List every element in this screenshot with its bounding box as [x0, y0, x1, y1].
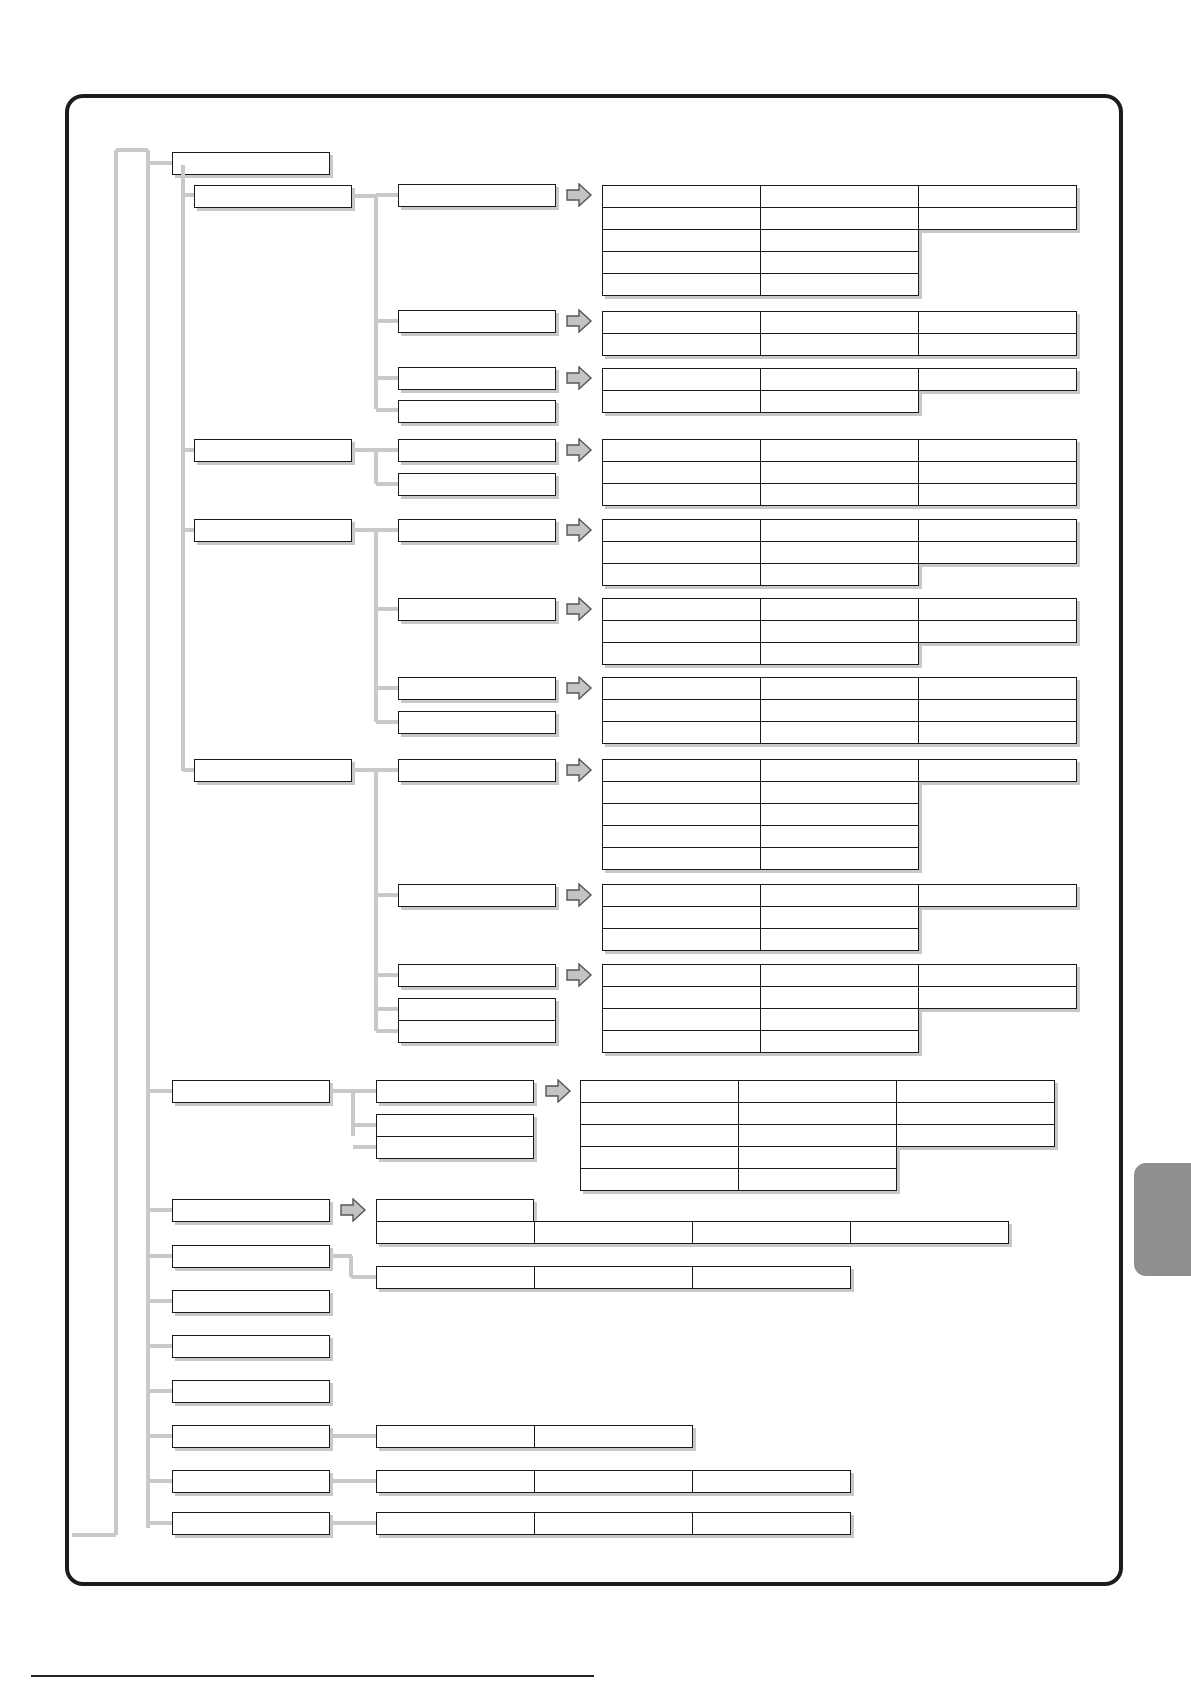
connector-line: [148, 1208, 172, 1212]
grid-cell: [918, 699, 1077, 722]
option-box: [398, 884, 556, 907]
grid-cell: [376, 1266, 535, 1289]
grid-cell: [738, 1102, 897, 1125]
grid-cell: [760, 642, 919, 665]
grid-cell: [602, 847, 761, 870]
grid-cell: [534, 1425, 693, 1448]
connector-line: [116, 148, 148, 152]
grid-cell: [760, 483, 919, 506]
connector-line: [351, 1091, 355, 1136]
grid-cell: [760, 207, 919, 230]
grid-cell: [602, 251, 761, 274]
footer-rule: [31, 1675, 594, 1677]
grid-cell: [602, 964, 761, 987]
connector-line: [330, 1521, 376, 1525]
grid-cell: [602, 906, 761, 929]
option-box: [398, 367, 556, 390]
option-box: [398, 711, 556, 734]
connector-line: [376, 720, 398, 724]
grid-cell: [918, 620, 1077, 643]
connector-line: [148, 1089, 172, 1093]
grid-cell: [760, 906, 919, 929]
grid-cell: [376, 1425, 535, 1448]
grid-cell: [760, 677, 919, 700]
grid-cell: [602, 803, 761, 826]
connector-line: [376, 319, 398, 323]
arrow-right-icon: [566, 183, 594, 207]
grid-cell: [760, 311, 919, 334]
arrow-right-icon: [566, 883, 594, 907]
grid-cell: [738, 1146, 897, 1169]
option-box: [398, 310, 556, 333]
grid-cell: [580, 1080, 739, 1103]
grid-cell: [760, 368, 919, 391]
grid-cell: [918, 964, 1077, 987]
category-box: [172, 1470, 330, 1493]
grid-cell: [602, 229, 761, 252]
connector-line: [148, 1521, 172, 1525]
grid-cell: [760, 563, 919, 586]
category-box: [194, 519, 352, 542]
grid-cell: [918, 439, 1077, 462]
connector-line: [376, 1029, 398, 1033]
arrow-right-icon: [566, 597, 594, 621]
grid-cell: [602, 642, 761, 665]
connector-line: [183, 448, 194, 452]
grid-cell: [692, 1221, 851, 1244]
category-box: [194, 185, 352, 208]
grid-cell: [602, 333, 761, 356]
grid-cell: [918, 598, 1077, 621]
arrow-right-icon: [566, 309, 594, 333]
connector-line: [353, 1123, 376, 1127]
connector-line: [376, 193, 398, 197]
connector-line: [376, 528, 398, 532]
grid-cell: [918, 185, 1077, 208]
connector-line: [353, 1089, 376, 1093]
grid-cell: [602, 185, 761, 208]
option-box: [398, 439, 556, 462]
arrow-right-icon: [566, 963, 594, 987]
option-box: [398, 184, 556, 207]
connector-line: [353, 1145, 376, 1149]
category-box: [172, 1245, 330, 1268]
grid-cell: [602, 311, 761, 334]
grid-cell: [918, 368, 1077, 391]
grid-cell: [760, 964, 919, 987]
grid-cell: [580, 1168, 739, 1191]
option-box: [376, 1080, 534, 1103]
option-box: [398, 964, 556, 987]
connector-line: [351, 1275, 376, 1279]
category-box: [194, 439, 352, 462]
grid-cell: [602, 759, 761, 782]
grid-cell: [760, 251, 919, 274]
category-box: [172, 1425, 330, 1448]
grid-cell: [918, 884, 1077, 907]
connector-line: [183, 528, 194, 532]
option-box: [376, 1114, 534, 1137]
connector-line: [183, 193, 194, 197]
grid-cell: [602, 439, 761, 462]
option-box: [398, 598, 556, 621]
grid-cell: [760, 439, 919, 462]
grid-cell: [760, 273, 919, 296]
grid-cell: [896, 1102, 1055, 1125]
connector-line: [148, 161, 172, 165]
grid-cell: [760, 461, 919, 484]
category-box: [172, 152, 330, 175]
connector-line: [376, 607, 398, 611]
grid-cell: [760, 229, 919, 252]
grid-cell: [760, 884, 919, 907]
grid-cell: [760, 759, 919, 782]
grid-cell: [760, 781, 919, 804]
grid-cell: [760, 847, 919, 870]
grid-cell: [602, 781, 761, 804]
option-box: [398, 759, 556, 782]
connector-line: [148, 1434, 172, 1438]
grid-cell: [918, 461, 1077, 484]
grid-cell: [760, 721, 919, 744]
grid-cell: [602, 519, 761, 542]
option-box: [398, 998, 556, 1021]
connector-line: [376, 1007, 398, 1011]
grid-cell: [602, 721, 761, 744]
option-box: [398, 519, 556, 542]
grid-cell: [580, 1124, 739, 1147]
grid-cell: [760, 803, 919, 826]
grid-cell: [376, 1221, 535, 1244]
arrow-right-icon: [545, 1079, 573, 1103]
grid-cell: [918, 311, 1077, 334]
arrow-right-icon: [340, 1198, 368, 1222]
grid-cell: [760, 699, 919, 722]
grid-cell: [534, 1221, 693, 1244]
connector-line: [72, 1533, 116, 1537]
grid-cell: [918, 333, 1077, 356]
grid-cell: [602, 928, 761, 951]
option-box: [376, 1199, 534, 1222]
grid-cell: [602, 1008, 761, 1031]
category-box: [172, 1080, 330, 1103]
category-box: [172, 1335, 330, 1358]
option-box: [398, 677, 556, 700]
grid-cell: [602, 541, 761, 564]
grid-cell: [602, 483, 761, 506]
grid-cell: [918, 677, 1077, 700]
grid-cell: [602, 598, 761, 621]
grid-cell: [918, 541, 1077, 564]
connector-line: [146, 150, 150, 1528]
grid-cell: [738, 1168, 897, 1191]
grid-cell: [580, 1146, 739, 1169]
grid-cell: [602, 563, 761, 586]
grid-cell: [602, 677, 761, 700]
connector-line: [376, 448, 398, 452]
grid-cell: [760, 928, 919, 951]
grid-cell: [738, 1124, 897, 1147]
connector-line: [114, 150, 118, 1535]
grid-cell: [580, 1102, 739, 1125]
grid-cell: [918, 483, 1077, 506]
connector-line: [376, 686, 398, 690]
connector-line: [376, 376, 398, 380]
grid-cell: [602, 884, 761, 907]
grid-cell: [602, 986, 761, 1009]
category-box: [194, 759, 352, 782]
arrow-right-icon: [566, 758, 594, 782]
option-box: [398, 473, 556, 496]
connector-line: [330, 1479, 376, 1483]
grid-cell: [602, 1030, 761, 1053]
grid-cell: [918, 519, 1077, 542]
grid-cell: [760, 333, 919, 356]
connector-line: [148, 1479, 172, 1483]
grid-cell: [918, 207, 1077, 230]
grid-cell: [602, 461, 761, 484]
grid-cell: [376, 1470, 535, 1493]
grid-cell: [760, 519, 919, 542]
option-box: [376, 1136, 534, 1159]
connector-line: [374, 530, 378, 722]
grid-cell: [738, 1080, 897, 1103]
arrow-right-icon: [566, 366, 594, 390]
category-box: [172, 1512, 330, 1535]
connector-line: [330, 1434, 376, 1438]
arrow-right-icon: [566, 438, 594, 462]
chapter-index-tab: [1134, 1163, 1191, 1276]
connector-line: [349, 1256, 353, 1277]
grid-cell: [896, 1080, 1055, 1103]
grid-cell: [918, 759, 1077, 782]
category-box: [172, 1380, 330, 1403]
connector-line: [374, 770, 378, 1031]
grid-cell: [534, 1512, 693, 1535]
category-box: [172, 1290, 330, 1313]
grid-cell: [760, 541, 919, 564]
connector-line: [181, 165, 185, 771]
connector-line: [148, 1254, 172, 1258]
category-box: [172, 1199, 330, 1222]
connector-line: [374, 450, 378, 484]
arrow-right-icon: [566, 676, 594, 700]
grid-cell: [602, 699, 761, 722]
grid-cell: [760, 1008, 919, 1031]
connector-line: [376, 893, 398, 897]
grid-cell: [376, 1512, 535, 1535]
grid-cell: [918, 721, 1077, 744]
grid-cell: [760, 825, 919, 848]
grid-cell: [692, 1512, 851, 1535]
connector-line: [376, 408, 398, 412]
grid-cell: [760, 986, 919, 1009]
connector-line: [148, 1389, 172, 1393]
option-box: [398, 1020, 556, 1043]
connector-line: [376, 482, 398, 486]
grid-cell: [850, 1221, 1009, 1244]
grid-cell: [534, 1266, 693, 1289]
grid-cell: [692, 1266, 851, 1289]
option-box: [398, 400, 556, 423]
connector-line: [376, 973, 398, 977]
arrow-right-icon: [566, 518, 594, 542]
grid-cell: [602, 825, 761, 848]
connector-line: [183, 768, 194, 772]
grid-cell: [760, 1030, 919, 1053]
grid-cell: [602, 273, 761, 296]
grid-cell: [534, 1470, 693, 1493]
connector-line: [376, 768, 398, 772]
grid-cell: [760, 598, 919, 621]
grid-cell: [602, 368, 761, 391]
grid-cell: [896, 1124, 1055, 1147]
grid-cell: [760, 390, 919, 413]
grid-cell: [760, 620, 919, 643]
grid-cell: [602, 620, 761, 643]
connector-line: [148, 1344, 172, 1348]
grid-cell: [760, 185, 919, 208]
grid-cell: [602, 207, 761, 230]
grid-cell: [602, 390, 761, 413]
grid-cell: [692, 1470, 851, 1493]
grid-cell: [918, 986, 1077, 1009]
connector-line: [148, 1299, 172, 1303]
